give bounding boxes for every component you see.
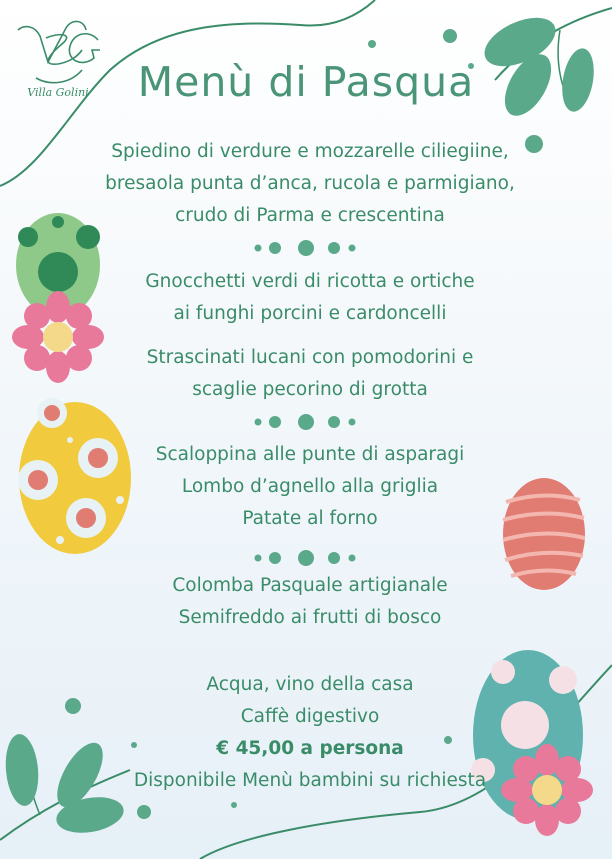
course-dolci [60,570,560,634]
menu-line: Gnocchetti verdi di ricotta e ortiche [145,271,475,292]
kids-menu-line: Disponibile Menù bambini su richiesta [133,770,487,791]
course-secondi [60,439,560,535]
menu-line: Semifreddo ai frutti di bosco [178,607,442,628]
menu-line: ai funghi porcini e cardoncelli [173,303,447,324]
drinks-line: Acqua, vino della casa [206,674,414,695]
menu-line: Strascinati lucani con pomodorini e [146,347,474,368]
menu-line: scaglie pecorino di grotta [192,379,428,400]
course-antipasti [60,136,560,232]
coffee-line: Caffè digestivo [240,706,380,727]
menu-line: Scaloppina alle punte di asparagi [155,444,465,465]
menu-extras [60,669,560,797]
menu-line: Spiedino di verdure e mozzarelle ciliegiine, [111,141,509,162]
menu-title: Menù di Pasqua [137,58,475,106]
course-primo-2 [60,342,560,406]
menu-line: Colomba Pasquale artigianale [172,575,448,596]
dot-separator [0,414,612,430]
logo-name: Villa Golini [27,86,89,99]
dot-separator [0,550,612,566]
dot-separator [0,240,612,256]
course-primo-1 [60,266,560,330]
menu-line: Patate al forno [242,508,378,529]
menu-line: Lombo d’agnello alla griglia [181,476,439,497]
price-line: € 45,00 a persona [216,738,404,759]
menu-line: bresaola punta d’anca, rucola e parmigiano, [105,173,515,194]
menu-line: crudo di Parma e crescentina [175,205,445,226]
